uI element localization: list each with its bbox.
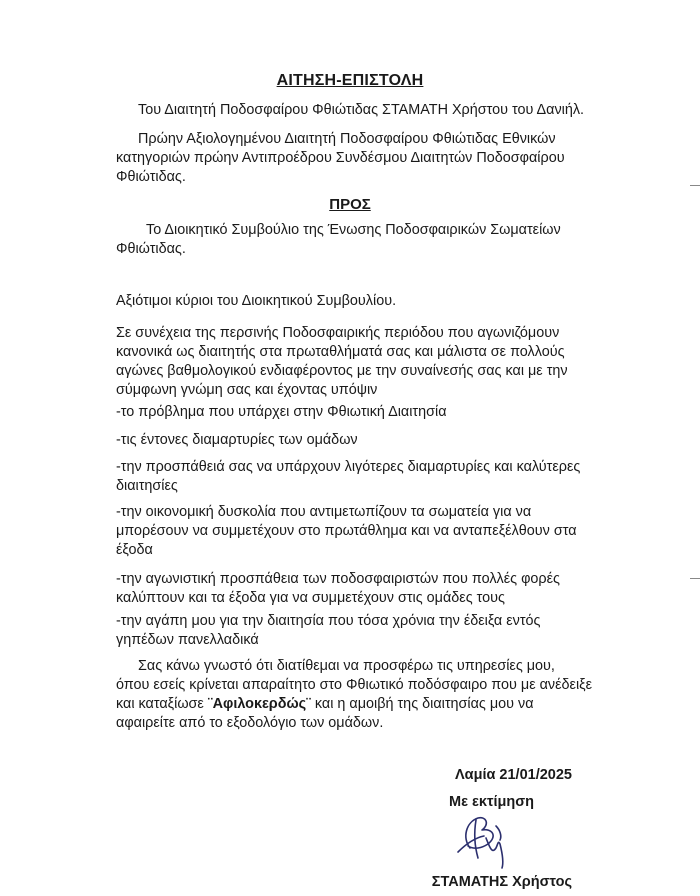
closing-bold-word: ¨Αφιλοκερδώς¨: [207, 696, 311, 712]
point-item: -το πρόβλημα που υπάρχει στην Φθιωτική Διαιτησία: [116, 404, 447, 420]
place-date: Λαμία 21/01/2025: [455, 767, 572, 783]
sender-line: Του Διαιτητή Ποδοσφαίρου Φθιώτιδας ΣΤΑΜΑΤΗ Χρήστου του Δανιήλ.: [138, 102, 585, 118]
closing-text-2: και η αμοιβή της διαιτησίας μου να αφαιρείτε από το εξοδολόγιο των ομάδων.: [116, 696, 534, 731]
scan-edge-mark: [690, 185, 700, 186]
point-item: -την προσπάθειά σας να υπάρχουν λιγότερες διαμαρτυρίες και καλύτερες διαιτησίες: [116, 459, 581, 494]
signature-image: [452, 808, 522, 870]
point-item: -την οικονομική δυσκολία που αντιμετωπίζουν τα σωματεία για να μπορέσουν να συμμετέχουν στο πρωτάθλημα και να ανταπεξέλθουν στα έξοδα: [116, 504, 577, 558]
point-item: -την αγωνιστική προσπάθεια των ποδοσφαιριστών που πολλές φορές καλύπτουν και τα έξοδα για να συμμετέχουν στις ομάδες τους: [116, 571, 560, 606]
sender-credentials: Πρώην Αξιολογημένου Διαιτητή Ποδοσφαίρου Φθιώτιδας Εθνικών κατηγοριών πρώην Αντιπροέδρου Συνδέσμου Διαιτητών Ποδοσφαίρου Φθιώτιδας.: [116, 131, 565, 185]
to-heading: ΠΡΟΣ: [329, 196, 371, 213]
intro-paragraph: Σε συνέχεια της περσινής Ποδοσφαιρικής περιόδου που αγωνιζόμουν κανονικά ως διαιτητής στα πρωταθλήματά σας και μάλιστα σε πολλούς αγώνες βαθμολογικού ενδιαφέροντος με την συναίνεσής σας και με την σύμφωνη γνώμη σας και έχοντας υπόψιν: [116, 325, 568, 398]
closing-text-1: Σας κάνω γνωστό ότι διατίθεμαι να προσφέρω τις υπηρεσίες μου, όπου εσείς κρίνεται απαραίτητο στο Φθιωτικό ποδόσφαιρο που με ανέδειξε και καταξίωσε: [116, 658, 593, 712]
closing-paragraph: [116, 657, 592, 733]
regards-line: Με εκτίμηση: [449, 794, 534, 810]
scan-edge-mark: [690, 578, 700, 579]
document-title: ΑΙΤΗΣΗ-ΕΠΙΣΤΟΛΗ: [276, 72, 424, 89]
point-item: -την αγάπη μου για την διαιτησία που τόσα χρόνια την έδειξα εντός γηπέδων πανελλαδικά: [116, 613, 541, 648]
point-item: -τις έντονες διαμαρτυρίες των ομάδων: [116, 432, 358, 448]
recipient-line: Το Διοικητικό Συμβούλιο της Ένωσης Ποδοσφαιρικών Σωματείων Φθιώτιδας.: [116, 222, 561, 257]
salutation: Αξιότιμοι κύριοι του Διοικητικού Συμβουλίου.: [116, 293, 397, 309]
signatory-name: ΣΤΑΜΑΤΗΣ Χρήστος: [431, 874, 572, 890]
